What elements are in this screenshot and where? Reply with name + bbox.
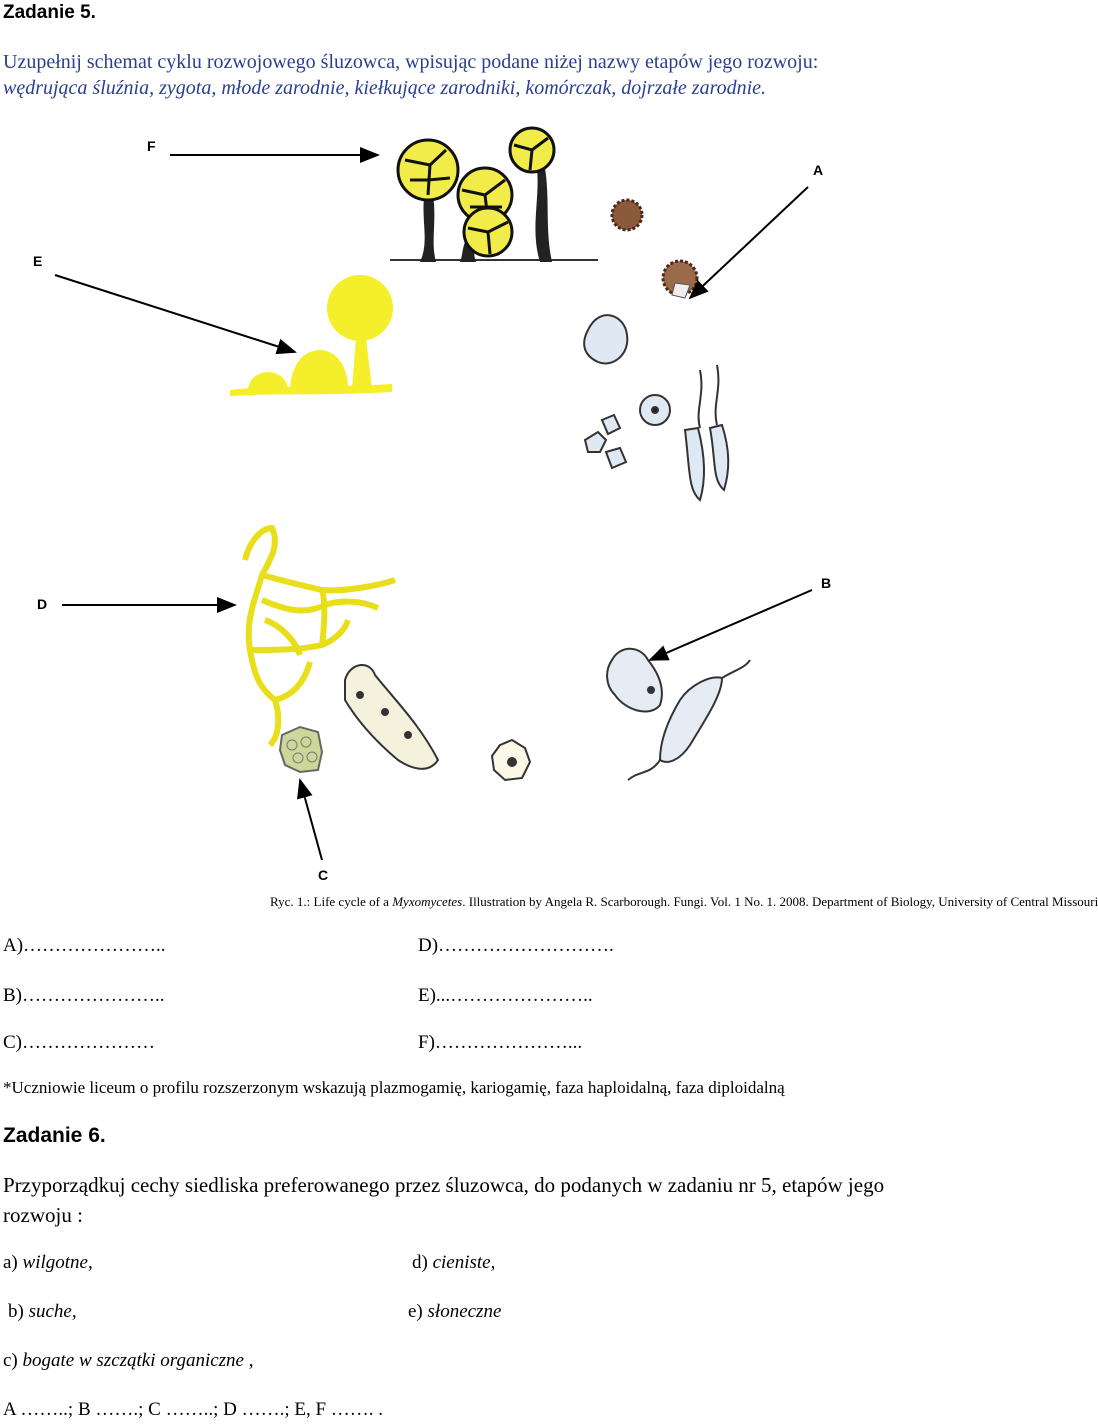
answer-b[interactable]: B)………………….. xyxy=(3,985,165,1006)
answer-c[interactable]: C)………………… xyxy=(3,1032,155,1053)
answer-f[interactable]: F)…………………... xyxy=(418,1032,583,1053)
zygote-mass xyxy=(280,727,322,772)
task5-title: Zadanie 5. xyxy=(3,2,96,23)
label-a: A xyxy=(813,162,824,178)
life-cycle-figure xyxy=(0,120,960,890)
task5-instruction-line1: Uzupełnij schemat cyklu rozwojowego śluzowca, wpisując podane niżej nazwy etapów jego rozwoju: xyxy=(3,51,819,73)
spores xyxy=(612,200,697,298)
answer-e[interactable]: E)...………………….. xyxy=(418,985,593,1006)
label-b: B xyxy=(821,575,832,591)
answer-a[interactable]: A)………………….. xyxy=(3,935,166,956)
young-sporangia xyxy=(230,275,393,396)
task6-instruction-line1: Przyporządkuj cechy siedliska preferowanego przez śluzowca, do podanych w zadaniu nr 5, etapów jego xyxy=(3,1173,885,1197)
task6-answer-line[interactable]: A ……..; B …….; C ……..; D …….; E, F ……. . xyxy=(3,1399,384,1420)
figure-caption: Ryc. 1.: Life cycle of a Myxomycetes. Illustration by Angela R. Scarborough. Fungi. Vol. 1 No. 1. 2008. Department of Biology, University of Central Missouri xyxy=(270,894,1098,909)
extended-profile-note: *Uczniowie liceum o profilu rozszerzonym wskazują plazmogamię, kariogamię, faza haploidalną, faza diploidalną xyxy=(3,1078,785,1097)
option-b: b) suche, xyxy=(8,1301,77,1322)
option-d: d) cieniste, xyxy=(412,1252,496,1273)
option-e: e) słoneczne xyxy=(408,1301,502,1322)
answer-d[interactable]: D)………………………. xyxy=(418,935,614,956)
task6-instruction-line2: rozwoju : xyxy=(3,1203,83,1227)
option-c: c) bogate w szczątki organiczne , xyxy=(3,1350,254,1371)
swarm-cells xyxy=(584,315,728,500)
task6-title: Zadanie 6. xyxy=(3,1124,106,1147)
label-d: D xyxy=(37,596,48,612)
label-e: E xyxy=(33,253,43,269)
amoeboid-cells xyxy=(345,665,530,780)
label-f: F xyxy=(147,138,156,154)
option-a: a) wilgotne, xyxy=(3,1252,93,1273)
task5-instruction-line2: wędrująca śluźnia, zygota, młode zarodnie, kiełkujące zarodniki, komórczak, dojrzałe zarodnie. xyxy=(3,77,767,99)
mature-sporangia xyxy=(390,128,598,262)
label-c: C xyxy=(318,867,329,883)
fusing-swarm-cells xyxy=(607,649,750,780)
